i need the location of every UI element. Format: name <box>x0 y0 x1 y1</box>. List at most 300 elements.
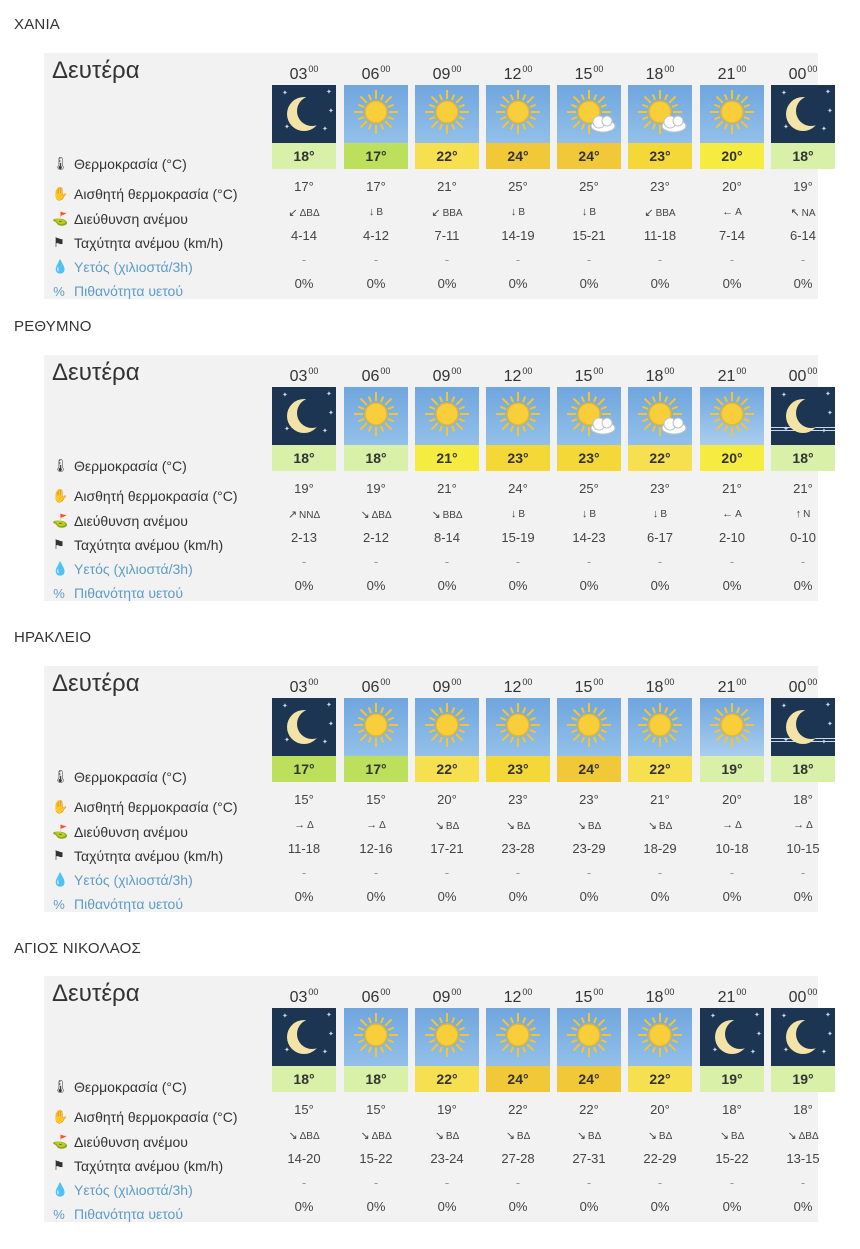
minute-value: 00 <box>664 677 675 687</box>
rain-value: - <box>373 554 379 569</box>
wind-direction-value <box>700 206 764 218</box>
feels-like-value: 19° <box>366 481 386 496</box>
sun-icon <box>700 387 764 445</box>
wind-direction-text: Δ <box>735 820 742 831</box>
feels-like-value: 17° <box>294 179 314 194</box>
svg-text:✦: ✦ <box>827 1030 833 1038</box>
forecast-hour <box>628 987 692 1007</box>
sun-icon <box>700 698 764 756</box>
wind-speed-icon: ⚑ <box>53 848 65 863</box>
row-label-text: Ταχύτητα ανέμου (km/h) <box>74 537 224 553</box>
row-label-text: Ταχύτητα ανέμου (km/h) <box>74 1158 224 1174</box>
feels-like-value: 15° <box>294 1102 314 1117</box>
wind-speed-value: 23-28 <box>501 841 535 856</box>
svg-text:✦: ✦ <box>710 1012 716 1020</box>
temperature-value: 17° <box>344 756 408 782</box>
temperature-value: 22° <box>628 756 692 782</box>
wind-direction-text: ΒΔ <box>658 821 673 832</box>
wind-direction-value <box>272 508 336 521</box>
wind-arrow-icon: → <box>722 819 734 831</box>
rain-probability-value: 0% <box>508 276 528 291</box>
row-label-text: Πιθανότητα υετού <box>74 1206 183 1222</box>
hour-value: 03 <box>289 989 308 1006</box>
hour-value: 09 <box>432 66 451 83</box>
row-label-text: Θερμοκρασία (°C) <box>74 1079 187 1095</box>
rain-value: - <box>729 865 735 880</box>
hour-value: 15 <box>574 989 593 1006</box>
hour-value: 18 <box>645 989 664 1006</box>
wind-speed-value: 6-17 <box>646 530 674 545</box>
feels-like-value: 23° <box>579 792 599 807</box>
svg-text:✦: ✦ <box>781 391 787 399</box>
wind-direction-value <box>771 1129 835 1142</box>
wind-arrow-icon: ← <box>722 508 734 520</box>
svg-text:✦: ✦ <box>282 391 288 399</box>
hour-value: 06 <box>361 679 380 696</box>
feels-like-value: 15° <box>294 792 314 807</box>
row-label-text: Πιθανότητα υετού <box>74 896 183 912</box>
wind-direction-value <box>628 1129 692 1142</box>
moon-icon <box>272 387 336 445</box>
minute-value: 00 <box>593 366 604 376</box>
wind-direction-text: Δ <box>379 820 386 831</box>
minute-value: 00 <box>308 677 319 687</box>
minute-value: 00 <box>664 366 675 376</box>
rain-value: - <box>515 554 521 569</box>
wind-direction-text: ΒΒΑ <box>655 208 676 219</box>
wind-direction-value <box>415 819 479 832</box>
row-label-text: Ταχύτητα ανέμου (km/h) <box>74 235 224 251</box>
svg-text:✦: ✦ <box>326 701 332 709</box>
wind-direction-text: ΒΔ <box>516 1131 531 1142</box>
minute-value: 00 <box>522 64 533 74</box>
rain-probability-value: 0% <box>579 1199 599 1214</box>
sun-icon <box>415 698 479 756</box>
svg-text:✦: ✦ <box>821 738 827 746</box>
row-label-wind-direction <box>52 513 188 529</box>
temperature-value: 23° <box>557 445 621 471</box>
row-label-text: Ταχύτητα ανέμου (km/h) <box>74 848 224 864</box>
wind-speed-value: 17-21 <box>430 841 464 856</box>
row-label-rain <box>52 259 193 275</box>
minute-value: 00 <box>451 677 462 687</box>
sun-cloud-icon <box>557 85 621 143</box>
wind-direction-text: Β <box>376 207 384 218</box>
feels-like-value: 20° <box>650 1102 670 1117</box>
minute-value: 00 <box>736 677 747 687</box>
hour-value: 12 <box>503 679 522 696</box>
forecast-hour <box>700 64 764 84</box>
forecast-hour <box>557 366 621 386</box>
wind-speed-value: 4-14 <box>290 228 318 243</box>
wind-speed-value: 8-14 <box>433 530 461 545</box>
rain-value: - <box>301 252 307 267</box>
feels-like-value: 21° <box>437 481 457 496</box>
rain-probability-value: 0% <box>793 1199 813 1214</box>
wind-speed-value: 0-10 <box>789 530 817 545</box>
svg-text:✦: ✦ <box>825 1011 831 1019</box>
temperature-value: 18° <box>771 143 835 169</box>
feels-like-value: 25° <box>579 481 599 496</box>
rain-probability-value: 0% <box>722 276 742 291</box>
feels-like-icon: ✋ <box>52 799 69 814</box>
forecast-hour <box>486 677 550 697</box>
svg-text:✦: ✦ <box>783 1046 789 1054</box>
feels-like-value: 17° <box>366 179 386 194</box>
svg-text:✦: ✦ <box>712 1046 718 1054</box>
wind-direction-text: ΔΒΔ <box>371 1131 392 1142</box>
rain-probability-value: 0% <box>579 276 599 291</box>
temperature-value: 24° <box>557 756 621 782</box>
rain-probability-value: 0% <box>650 1199 670 1214</box>
feels-like-value: 23° <box>508 792 528 807</box>
svg-text:✦: ✦ <box>328 720 334 728</box>
rain-value: - <box>800 554 806 569</box>
row-label-text: Θερμοκρασία (°C) <box>74 458 187 474</box>
rain-probability-value: 0% <box>793 578 813 593</box>
rain-probability-value: 0% <box>294 1199 314 1214</box>
wind-direction-text: Β <box>589 207 597 218</box>
wind-speed-value: 23-29 <box>572 841 606 856</box>
hour-value: 03 <box>289 368 308 385</box>
wind-arrow-icon: ↘ <box>719 1130 729 1142</box>
row-label-feels-like <box>52 186 238 202</box>
rain-value: - <box>373 865 379 880</box>
rain-value: - <box>657 554 663 569</box>
wind-arrow-icon: ↑ <box>795 508 802 520</box>
wind-arrow-icon: ↘ <box>505 820 515 832</box>
svg-text:✦: ✦ <box>282 702 288 710</box>
row-label-feels-like <box>52 488 238 504</box>
hour-value: 00 <box>788 368 807 385</box>
wind-direction-text: ΒΔ <box>516 821 531 832</box>
wind-arrow-icon: ↓ <box>510 206 517 218</box>
rain-probability-value: 0% <box>793 276 813 291</box>
rain-probability-value: 0% <box>294 276 314 291</box>
rain-probability-value: 0% <box>722 889 742 904</box>
rain-value: - <box>444 1175 450 1190</box>
forecast-hour <box>628 64 692 84</box>
minute-value: 00 <box>664 987 675 997</box>
wind-direction-value <box>415 206 479 219</box>
forecast-hour <box>272 677 336 697</box>
svg-text:✦: ✦ <box>821 1048 827 1056</box>
minute-value: 00 <box>736 987 747 997</box>
svg-text:✦: ✦ <box>750 1048 756 1056</box>
wind-direction-text: ΒΒΔ <box>442 510 463 521</box>
forecast-panel-chania <box>44 53 833 299</box>
sun-icon <box>415 85 479 143</box>
wind-direction-value <box>344 206 408 218</box>
feels-like-value: 18° <box>793 792 813 807</box>
wind-direction-value <box>771 206 835 219</box>
wind-arrow-icon: ↓ <box>581 508 588 520</box>
wind-speed-value: 12-16 <box>359 841 393 856</box>
minute-value: 00 <box>593 64 604 74</box>
hour-value: 03 <box>289 679 308 696</box>
hour-value: 12 <box>503 989 522 1006</box>
temperature-value: 19° <box>700 756 764 782</box>
temperature-value: 24° <box>486 143 550 169</box>
hour-value: 03 <box>289 66 308 83</box>
wind-arrow-icon: ↘ <box>434 820 444 832</box>
minute-value: 00 <box>593 987 604 997</box>
wind-direction-text: ΒΒΑ <box>442 208 463 219</box>
svg-text:✦: ✦ <box>825 390 831 398</box>
wind-direction-text: Α <box>735 207 742 218</box>
wind-speed-value: 7-11 <box>434 228 460 243</box>
sun-icon <box>486 1008 550 1066</box>
rain-probability-value: 0% <box>722 1199 742 1214</box>
wind-direction-value <box>486 206 550 218</box>
feels-like-value: 20° <box>437 792 457 807</box>
rain-probability-value: 0% <box>366 276 386 291</box>
sun-icon <box>344 698 408 756</box>
minute-value: 00 <box>522 987 533 997</box>
temperature-value: 24° <box>486 1066 550 1092</box>
temperature-value: 20° <box>700 143 764 169</box>
rain-probability-icon: % <box>53 585 65 601</box>
forecast-hour <box>344 987 408 1007</box>
wind-direction-text: ΒΔ <box>445 1131 460 1142</box>
svg-text:✦: ✦ <box>322 427 328 435</box>
sun-icon <box>628 1008 692 1066</box>
wind-direction-text: ΔΒΔ <box>798 1131 819 1142</box>
wind-speed-value: 14-19 <box>501 228 535 243</box>
wind-direction-text: Ν <box>803 509 811 520</box>
svg-text:✦: ✦ <box>284 425 290 433</box>
rain-value: - <box>301 865 307 880</box>
svg-text:✦: ✦ <box>827 409 833 417</box>
row-label-text: Διεύθυνση ανέμου <box>74 1134 188 1150</box>
temperature-icon: 🌡 <box>52 1079 69 1094</box>
wind-arrow-icon: ↘ <box>505 1130 515 1142</box>
forecast-hour <box>628 677 692 697</box>
hour-value: 12 <box>503 368 522 385</box>
feels-like-value: 21° <box>793 481 813 496</box>
wind-direction-text: Α <box>735 509 742 520</box>
minute-value: 00 <box>593 677 604 687</box>
temperature-value: 18° <box>272 445 336 471</box>
wind-direction-text: ΝΑ <box>801 208 816 219</box>
forecast-hour <box>486 987 550 1007</box>
sun-cloud-icon <box>628 85 692 143</box>
wind-direction-value <box>272 819 336 831</box>
forecast-hour <box>700 677 764 697</box>
wind-speed-icon: ⚑ <box>53 235 65 250</box>
hour-value: 06 <box>361 368 380 385</box>
rain-value: - <box>729 554 735 569</box>
row-label-text: Αισθητή θερμοκρασία (°C) <box>74 799 238 815</box>
minute-value: 00 <box>308 366 319 376</box>
svg-text:✦: ✦ <box>783 123 789 131</box>
rain-probability-value: 0% <box>650 889 670 904</box>
hour-value: 15 <box>574 679 593 696</box>
row-label-feels-like <box>52 799 238 815</box>
wind-speed-value: 15-21 <box>572 228 606 243</box>
row-label-text: Πιθανότητα υετού <box>74 283 183 299</box>
hour-value: 00 <box>788 66 807 83</box>
minute-value: 00 <box>807 987 818 997</box>
rain-probability-value: 0% <box>366 1199 386 1214</box>
wind-speed-value: 2-10 <box>718 530 746 545</box>
wind-direction-value <box>771 508 835 520</box>
temperature-value: 23° <box>486 445 550 471</box>
row-label-feels-like <box>52 1109 238 1125</box>
temperature-value: 18° <box>344 445 408 471</box>
row-label-wind-speed <box>52 848 223 864</box>
wind-arrow-icon: → <box>366 819 378 831</box>
rain-value: - <box>586 1175 592 1190</box>
svg-text:✦: ✦ <box>821 125 827 133</box>
row-label-text: Υετός (χιλιοστά/3h) <box>74 561 193 577</box>
wind-direction-value <box>486 508 550 520</box>
forecast-hour <box>771 987 835 1007</box>
feels-like-icon: ✋ <box>52 186 69 201</box>
rain-probability-value: 0% <box>793 889 813 904</box>
row-label-text: Υετός (χιλιοστά/3h) <box>74 259 193 275</box>
hour-value: 00 <box>788 679 807 696</box>
hour-value: 21 <box>717 989 736 1006</box>
wind-direction-text: ΒΔ <box>587 1131 602 1142</box>
temperature-value: 22° <box>628 445 692 471</box>
rain-probability-value: 0% <box>437 276 457 291</box>
feels-like-value: 22° <box>508 1102 528 1117</box>
minute-value: 00 <box>380 677 391 687</box>
rain-probability-icon: % <box>53 896 65 912</box>
svg-text:✦: ✦ <box>825 88 831 96</box>
sun-icon <box>628 698 692 756</box>
forecast-hour <box>415 366 479 386</box>
wind-direction-value <box>486 819 550 832</box>
row-label-rain-probability <box>52 585 183 601</box>
forecast-panel-heraklion <box>44 666 833 912</box>
svg-text:✦: ✦ <box>328 409 334 417</box>
feels-like-value: 15° <box>366 792 386 807</box>
row-label-text: Θερμοκρασία (°C) <box>74 769 187 785</box>
row-label-wind-direction <box>52 824 188 840</box>
temperature-value: 18° <box>272 143 336 169</box>
wind-direction-value <box>415 1129 479 1142</box>
wind-direction-value <box>557 508 621 520</box>
wind-speed-value: 6-14 <box>789 228 817 243</box>
wind-direction-text: Δ <box>307 820 314 831</box>
wind-direction-text: ΒΔ <box>658 1131 673 1142</box>
wind-arrow-icon: ↘ <box>576 820 586 832</box>
svg-text:✦: ✦ <box>284 736 290 744</box>
row-label-rain <box>52 561 193 577</box>
minute-value: 00 <box>807 366 818 376</box>
wind-direction-value <box>628 206 692 219</box>
rain-icon: 💧 <box>52 1182 69 1197</box>
minute-value: 00 <box>308 987 319 997</box>
wind-arrow-icon: ↘ <box>647 1130 657 1142</box>
wind-direction-icon: ⛳ <box>52 1134 69 1149</box>
sun-icon <box>700 85 764 143</box>
wind-direction-text: ΔΒΔ <box>371 510 392 521</box>
forecast-hour <box>628 366 692 386</box>
hour-value: 15 <box>574 66 593 83</box>
rain-value: - <box>586 554 592 569</box>
wind-arrow-icon: ↘ <box>787 1130 797 1142</box>
rain-value: - <box>586 865 592 880</box>
feels-like-value: 21° <box>722 481 742 496</box>
rain-value: - <box>515 252 521 267</box>
feels-like-value: 25° <box>579 179 599 194</box>
hour-value: 21 <box>717 679 736 696</box>
row-label-text: Διεύθυνση ανέμου <box>74 211 188 227</box>
row-label-text: Αισθητή θερμοκρασία (°C) <box>74 488 238 504</box>
feels-like-value: 19° <box>437 1102 457 1117</box>
rain-probability-value: 0% <box>437 1199 457 1214</box>
wind-direction-icon: ⛳ <box>52 824 69 839</box>
wind-direction-value <box>486 1129 550 1142</box>
feels-like-value: 23° <box>650 179 670 194</box>
wind-direction-text: ΒΔ <box>445 821 460 832</box>
row-label-temperature <box>52 769 187 785</box>
wind-speed-icon: ⚑ <box>53 537 65 552</box>
day-name: Δευτέρα <box>52 359 140 386</box>
sun-icon <box>415 387 479 445</box>
wind-direction-value <box>700 1129 764 1142</box>
rain-icon: 💧 <box>52 561 69 576</box>
svg-text:✦: ✦ <box>326 88 332 96</box>
row-label-rain-probability <box>52 896 183 912</box>
moon-icon <box>272 1008 336 1066</box>
rain-probability-value: 0% <box>650 276 670 291</box>
wind-speed-value: 2-13 <box>290 530 318 545</box>
rain-value: - <box>657 252 663 267</box>
rain-value: - <box>800 252 806 267</box>
wind-speed-value: 27-28 <box>501 1151 535 1166</box>
temperature-value: 20° <box>700 445 764 471</box>
row-label-text: Διεύθυνση ανέμου <box>74 824 188 840</box>
wind-direction-value <box>557 819 621 832</box>
wind-direction-value <box>272 206 336 219</box>
city-title-agios-nikolaos: ΑΓΙΟΣ ΝΙΚΟΛΑΟΣ <box>14 940 141 957</box>
feels-like-value: 24° <box>508 481 528 496</box>
rain-value: - <box>586 252 592 267</box>
forecast-hour <box>415 64 479 84</box>
rain-probability-value: 0% <box>508 578 528 593</box>
temperature-value: 24° <box>557 1066 621 1092</box>
svg-text:✦: ✦ <box>282 1012 288 1020</box>
wind-speed-value: 15-19 <box>501 530 535 545</box>
forecast-hour <box>771 366 835 386</box>
sun-icon <box>344 85 408 143</box>
rain-value: - <box>515 865 521 880</box>
forecast-hour <box>771 677 835 697</box>
wind-speed-value: 18-29 <box>643 841 677 856</box>
moon-icon <box>771 698 835 756</box>
rain-value: - <box>301 554 307 569</box>
rain-value: - <box>729 252 735 267</box>
rain-probability-value: 0% <box>294 889 314 904</box>
svg-text:✦: ✦ <box>284 123 290 131</box>
wind-direction-value <box>415 508 479 521</box>
forecast-hour <box>557 64 621 84</box>
wind-direction-value <box>344 508 408 521</box>
wind-direction-text: ΒΔ <box>730 1131 745 1142</box>
wind-direction-text: Β <box>518 509 526 520</box>
forecast-hour <box>344 64 408 84</box>
rain-value: - <box>301 1175 307 1190</box>
minute-value: 00 <box>664 64 675 74</box>
hour-value: 15 <box>574 368 593 385</box>
sun-icon <box>486 698 550 756</box>
rain-probability-value: 0% <box>437 578 457 593</box>
forecast-hour <box>771 64 835 84</box>
